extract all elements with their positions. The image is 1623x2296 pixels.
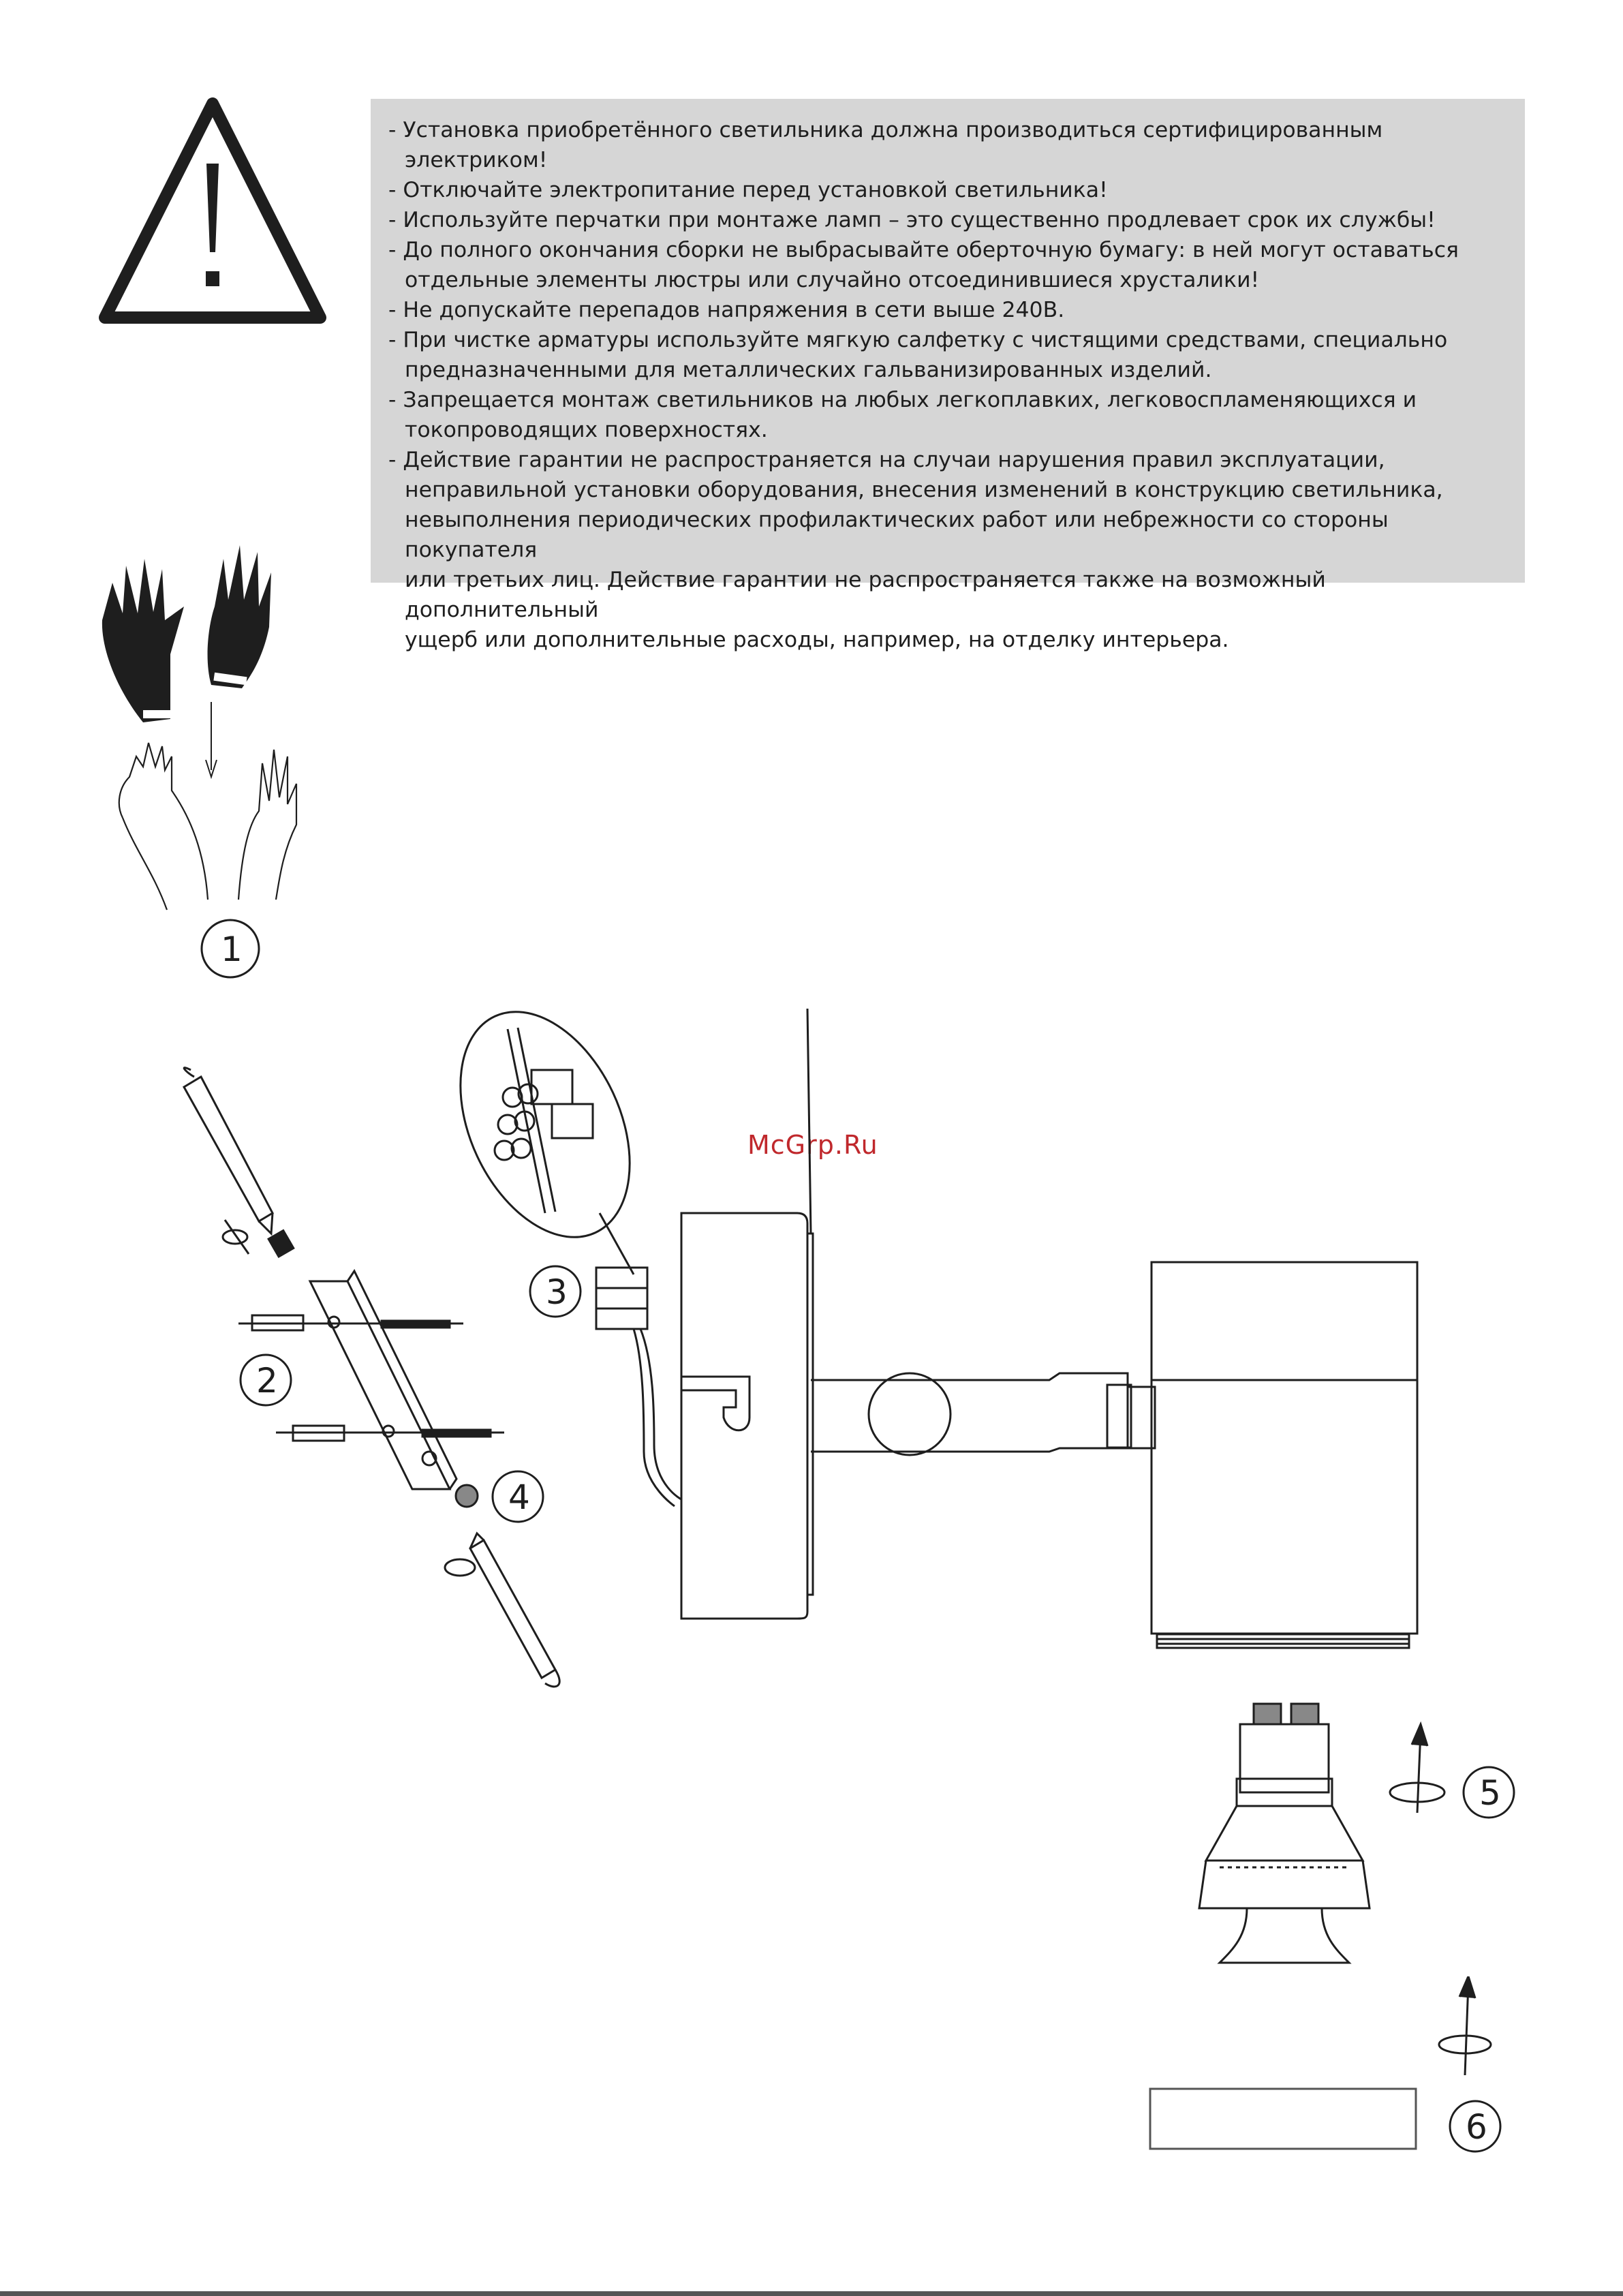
terminal-detail-magnifier	[427, 1009, 663, 1274]
cover-installation-illustration	[1145, 1976, 1526, 2167]
lens-cover-icon	[1150, 2089, 1416, 2149]
step-2-label: 2	[256, 1361, 278, 1400]
warning-item: - Установка приобретённого светильника должна производиться сертифицированным электриком!	[388, 118, 1383, 172]
warning-item: - Действие гарантии не распространяется на случаи нарушения правил эксплуатации, неправильной установки оборудования, внесения изменений в конструкцию светильника, невыполнения периодических профилактических работ или небрежности со стороны покупателя или третьих лиц. Действие гарантии не распространяется также на возможный дополнительный ущерб или дополнительные расходы, например, на отделку интерьера.	[388, 448, 1443, 652]
wall-plate-icon	[681, 1009, 813, 1619]
screw-icon	[382, 1321, 491, 1437]
warning-item: - Запрещается монтаж светильников на любых легкоплавких, легковоспламеняющихся и токопроводящих поверхностях.	[388, 388, 1417, 442]
watermark: McGrp.Ru	[747, 1130, 878, 1160]
screw-icon	[456, 1485, 478, 1507]
gloves-to-hands-illustration	[89, 532, 347, 995]
warning-item: - Используйте перчатки при монтаже ламп – это существенно продлевает срок их службы!	[388, 208, 1436, 232]
safety-warnings-list	[388, 115, 1507, 655]
warning-item: - При чистке арматуры используйте мягкую салфетку с чистящими средствами, специально предназначенными для металлических гальванизированных изделий.	[388, 328, 1448, 382]
lamp-arm-icon	[811, 1373, 1155, 1455]
step-5-label: 5	[1479, 1773, 1501, 1813]
gu10-bulb-icon	[1199, 1704, 1370, 1963]
mounting-bracket-icon	[238, 1271, 504, 1489]
screw-icon	[268, 1231, 294, 1257]
safety-warnings-box	[371, 99, 1525, 652]
gloves-icon	[102, 545, 271, 722]
screwdriver-icon	[445, 1533, 559, 1687]
warning-item: - До полного окончания сборки не выбрасывайте оберточную бумагу: в ней могут оставаться отдельные элементы люстры или случайно отсоединившиеся хрусталики!	[388, 238, 1459, 292]
step-3-label: 3	[546, 1272, 568, 1312]
step-4-label: 4	[508, 1478, 530, 1517]
lamp-head-icon	[1151, 1262, 1417, 1648]
step-1-label: 1	[221, 930, 243, 969]
rotate-up-arrow-icon	[1439, 1976, 1491, 2075]
bulb-installation-illustration	[1158, 1683, 1540, 1997]
step-6-label: 6	[1466, 2107, 1487, 2147]
warning-item: - Отключайте электропитание перед установкой светильника!	[388, 178, 1108, 202]
down-arrow-icon	[206, 702, 217, 777]
warning-triangle-icon	[95, 95, 330, 327]
terminal-block-icon	[596, 1268, 681, 1506]
warning-item: - Не допускайте перепадов напряжения в сети выше 240В.	[388, 298, 1065, 322]
mounting-diagram	[0, 1009, 1623, 1690]
page-bottom-divider	[0, 2291, 1623, 2296]
screwdriver-icon	[184, 1068, 273, 1254]
rotate-up-arrow-icon	[1390, 1724, 1444, 1813]
